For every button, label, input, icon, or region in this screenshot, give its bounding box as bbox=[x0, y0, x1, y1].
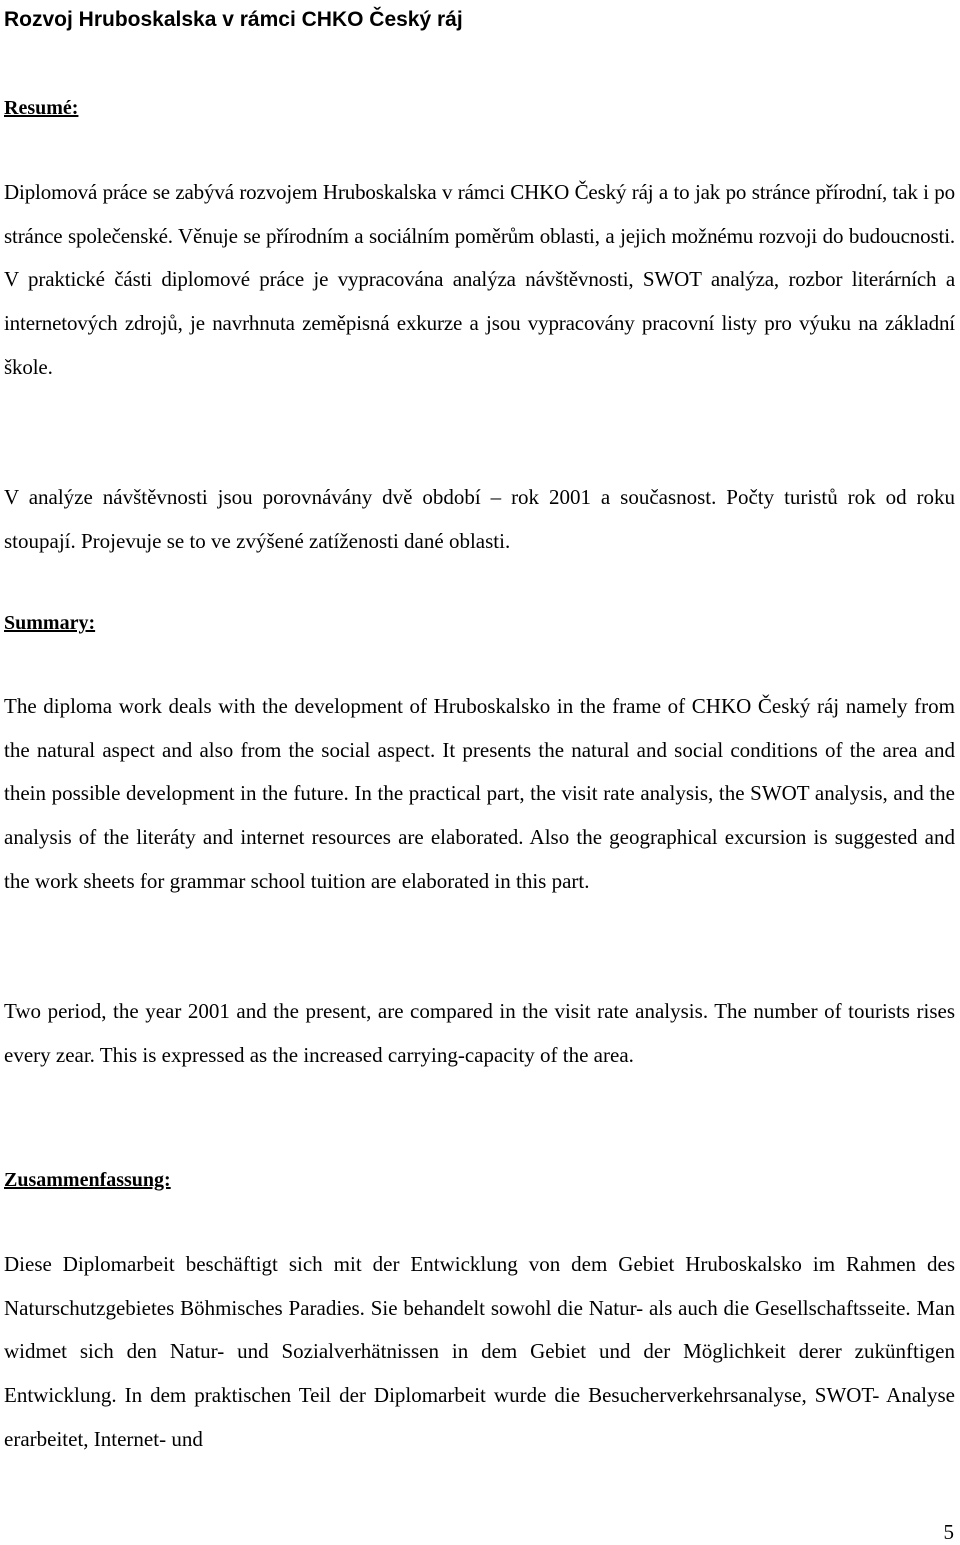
page-number: 5 bbox=[943, 1520, 954, 1544]
section-heading-summary: Summary: bbox=[4, 612, 96, 634]
paragraph-summary-2: Two period, the year 2001 and the present, are compared in the visit rate analysis. The number of tourists rises every zear. This is expressed as the increased carrying-capacity of the area. bbox=[4, 999, 955, 1067]
page-title: Rozvoj Hruboskalska v rámci CHKO Český ráj bbox=[4, 8, 463, 31]
section-heading-zusammenfassung: Zusammenfassung: bbox=[4, 1169, 171, 1191]
section-heading-resume: Resumé: bbox=[4, 97, 79, 119]
paragraph-zusammenfassung-1: Diese Diplomarbeit beschäftigt sich mit der Entwicklung von dem Gebiet Hruboskalsko im Rahmen des Naturschutzgebietes Böhmisches Paradies. Sie behandelt sowohl die Natur- als auch die Gesellschaftsseite. Man widmet sich den Natur- und Sozialverhätnissen in dem Gebiet und der Möglichkeit derer zukünftigen Entwicklung. In dem praktischen Teil der Diplomarbeit wurde die Besucherverkehrsanalyse, SWOT- Analyse erarbeitet, Internet- und bbox=[4, 1252, 955, 1451]
paragraph-summary-1: The diploma work deals with the development of Hruboskalsko in the frame of CHKO Český ráj namely from the natural aspect and also from the social aspect. It presents the natural and social conditions of the area and thein possible development in the future. In the practical part, the visit rate analysis, the SWOT analysis, and the analysis of the literáty and internet resources are elaborated. Also the geographical excursion is suggested and the work sheets for grammar school tuition are elaborated in this part. bbox=[4, 694, 955, 893]
paragraph-resume-2: V analýze návštěvnosti jsou porovnávány dvě období – rok 2001 a současnost. Počty turistů rok od roku stoupají. Projevuje se to ve zvýšené zatíženosti dané oblasti. bbox=[4, 485, 955, 553]
paragraph-resume-1: Diplomová práce se zabývá rozvojem Hruboskalska v rámci CHKO Český ráj a to jak po stránce přírodní, tak i po stránce společenské. Věnuje se přírodním a sociálním poměrům oblasti, a jejich možnému rozvoji do budoucnosti. V praktické části diplomové práce je vypracována analýza návštěvnosti, SWOT analýza, rozbor literárních a internetových zdrojů, je navrhnuta zeměpisná exkurze a jsou vypracovány pracovní listy pro výuku na základní škole. bbox=[4, 180, 955, 379]
